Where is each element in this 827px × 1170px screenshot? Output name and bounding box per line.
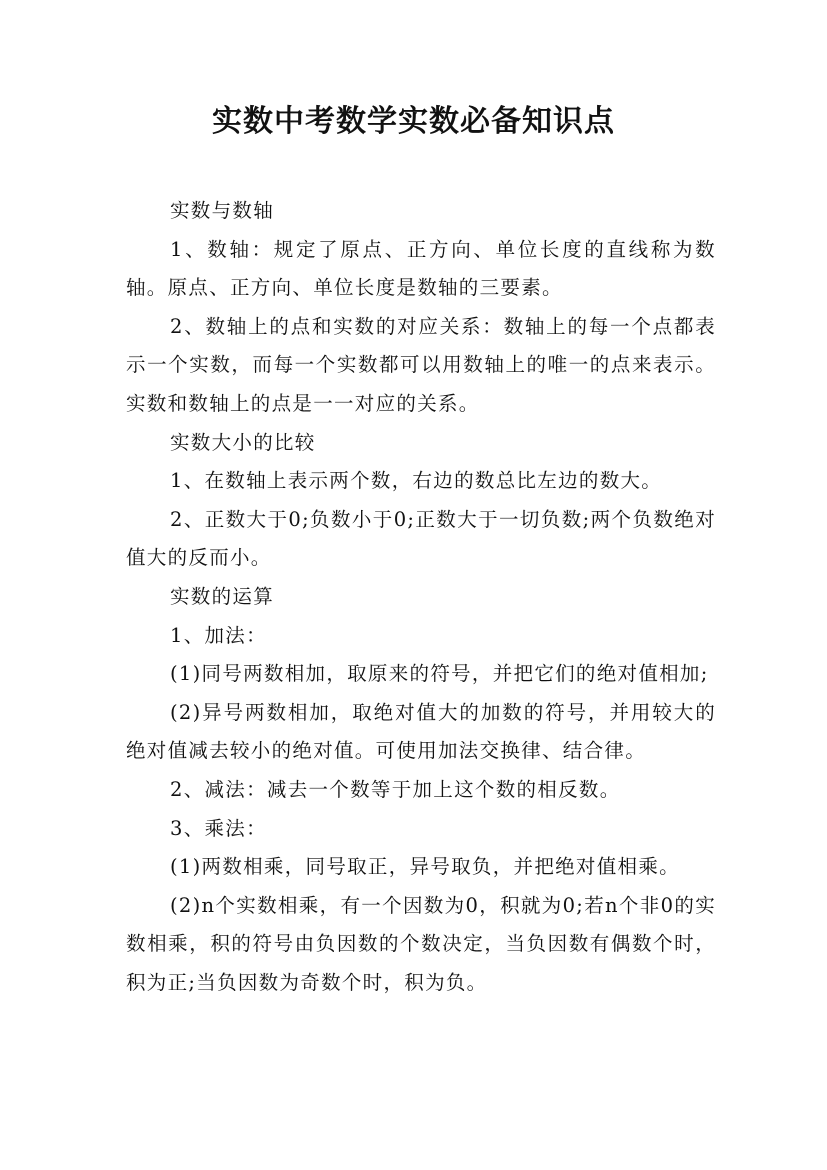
paragraph-addition-different-sign: (2)异号两数相加，取绝对值大的加数的符号，并用较大的绝对值减去较小的绝对值。可使用加法交换律、结合律。 [126, 700, 716, 763]
paragraph-multiplication-n-numbers: (2)n个实数相乘，有一个因数为0，积就为0;若n个非0的实数相乘，积的符号由负因数的个数决定，当负因数有偶数个时，积为正;当负因数为奇数个时，积为负。 [126, 893, 716, 994]
document-body [126, 192, 716, 1002]
paragraph-comparison-signs: 2、正数大于0;负数小于0;正数大于一切负数;两个负数绝对值大的反而小。 [126, 507, 716, 570]
document-title: 实数中考数学实数必备知识点 [212, 104, 615, 139]
paragraph-multiplication-two-numbers: (1)两数相乘，同号取正，异号取负，并把绝对值相乘。 [170, 855, 680, 879]
paragraph-point-real-correspondence: 2、数轴上的点和实数的对应关系：数轴上的每一个点都表示一个实数，而每一个实数都可以用数轴上的唯一的点来表示。实数和数轴上的点是一一对应的关系。 [126, 314, 716, 415]
paragraph-multiplication-heading: 3、乘法： [170, 816, 267, 840]
section-heading-comparison: 实数大小的比较 [170, 430, 316, 454]
section-heading-operations: 实数的运算 [170, 584, 275, 608]
paragraph-number-line-definition: 1、数轴：规定了原点、正方向、单位长度的直线称为数轴。原点、正方向、单位长度是数轴的三要素。 [126, 237, 716, 300]
paragraph-addition-heading: 1、加法： [170, 623, 267, 647]
section-heading-real-numbers-and-number-line: 实数与数轴 [170, 199, 275, 222]
paragraph-addition-same-sign: (1)同号两数相加，取原来的符号，并把它们的绝对值相加; [170, 662, 709, 686]
paragraph-comparison-on-axis: 1、在数轴上表示两个数，右边的数总比左边的数大。 [170, 469, 663, 493]
paragraph-subtraction: 2、减法：减去一个数等于加上这个数的相反数。 [170, 777, 621, 801]
